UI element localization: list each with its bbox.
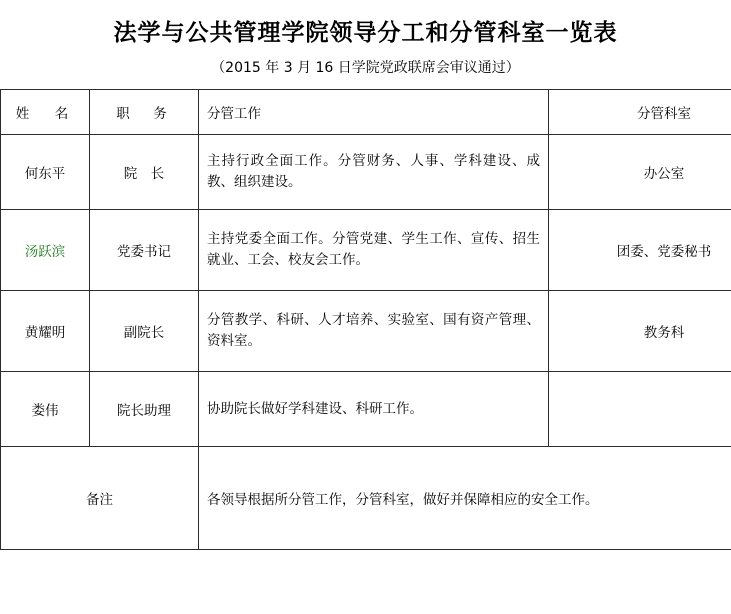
cell-name: 何东平 [1,135,90,210]
cell-note-text: 各领导根据所分管工作，分管科室，做好并保障相应的安全工作。 [199,447,731,550]
cell-post: 院 长 [90,135,199,210]
cell-post: 党委书记 [90,210,199,291]
table-header [1,90,731,135]
table-row [1,372,731,447]
cell-work: 协助院长做好学科建设、科研工作。 [199,372,549,447]
column-header-post: 职 务 [90,90,199,135]
table-body [1,135,731,550]
cell-post: 副院长 [90,291,199,372]
column-header-name: 姓 名 [1,90,90,135]
cell-name: 汤跃滨 [1,210,90,291]
page-subtitle: （2015 年 3 月 16 日学院党政联席会审议通过） [0,57,731,77]
cell-work: 主持行政全面工作。分管财务、人事、学科建设、成教、组织建设。 [199,135,549,210]
cell-work: 分管教学、科研、人才培养、实验室、国有资产管理、资料室。 [199,291,549,372]
cell-dept [549,372,731,447]
document-page [0,14,731,614]
column-header-work: 分管工作 [199,90,549,135]
table-row [1,291,731,372]
column-header-dept: 分管科室 [549,90,731,135]
cell-post: 院长助理 [90,372,199,447]
cell-name: 娄伟 [1,372,90,447]
cell-note-label: 备注 [1,447,199,550]
page-title: 法学与公共管理学院领导分工和分管科室一览表 [0,14,731,47]
table-row [1,135,731,210]
cell-dept: 教务科 [549,291,731,372]
table-row [1,210,731,291]
leadership-assignment-table [0,89,731,550]
cell-dept: 办公室 [549,135,731,210]
cell-name: 黄耀明 [1,291,90,372]
cell-work: 主持党委全面工作。分管党建、学生工作、宣传、招生就业、工会、校友会工作。 [199,210,549,291]
table-row-note [1,447,731,550]
table-header-row [1,90,731,135]
cell-dept: 团委、党委秘书 [549,210,731,291]
